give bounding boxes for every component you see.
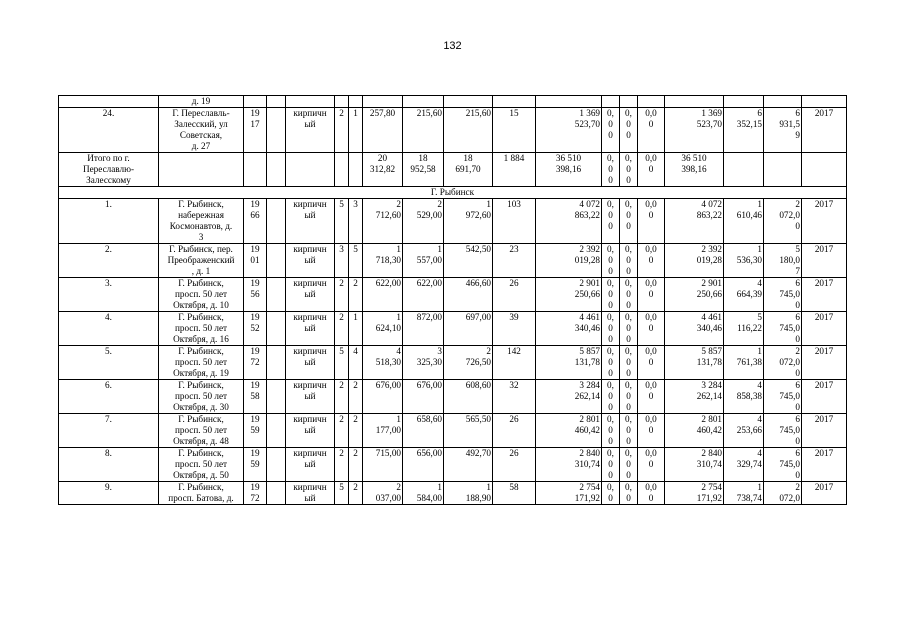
unit-limit-cell: 6 931,5 9 — [764, 108, 802, 153]
unit-cost-cell: 6 352,15 — [724, 108, 764, 153]
floors-cell: 2 — [335, 278, 349, 312]
entrances-cell: 1 — [349, 312, 363, 346]
fund-b-cell: 0, 0 0 — [620, 312, 638, 346]
area-residential-cell: 542,50 — [444, 244, 493, 278]
address-cell: д. 19 — [159, 96, 244, 108]
cost-total-cell: 1 369 523,70 — [536, 108, 602, 153]
cost-total-cell: 3 284 262,14 — [536, 380, 602, 414]
table-row — [59, 312, 847, 346]
year-built-cell: 19 72 — [244, 482, 267, 505]
fund-b-cell: 0, 0 0 — [620, 108, 638, 153]
year-built-cell: 19 58 — [244, 380, 267, 414]
plan-year-cell: 2017 — [802, 278, 847, 312]
cost-owners-cell: 36 510 398,16 — [665, 153, 724, 187]
table-row — [59, 278, 847, 312]
residents-cell: 23 — [493, 244, 536, 278]
table-row — [59, 244, 847, 278]
fund-a-cell: 0, 0 — [602, 482, 620, 505]
row-number-cell: 7. — [59, 414, 159, 448]
cost-owners-cell: 2 840 310,74 — [665, 448, 724, 482]
table-row — [59, 448, 847, 482]
table-row — [59, 414, 847, 448]
fund-c-cell: 0,0 0 — [638, 380, 665, 414]
area-living-cell: 2 529,00 — [403, 199, 444, 244]
cost-owners-cell: 4 072 863,22 — [665, 199, 724, 244]
cost-total-cell: 4 072 863,22 — [536, 199, 602, 244]
year-built-cell: 19 01 — [244, 244, 267, 278]
area-total-cell: 1 177,00 — [363, 414, 403, 448]
unit-limit-cell: 6 745,0 0 — [764, 312, 802, 346]
floors-cell: 2 — [335, 312, 349, 346]
area-living-cell: 658,60 — [403, 414, 444, 448]
row-number-cell: 4. — [59, 312, 159, 346]
area-total-cell: 20 312,82 — [363, 153, 403, 187]
year-built-cell: 19 56 — [244, 278, 267, 312]
residents-cell: 32 — [493, 380, 536, 414]
unit-limit-cell: 2 072,0 — [764, 482, 802, 505]
fund-c-cell: 0,0 0 — [638, 278, 665, 312]
address-cell: Г. Переславль- Залесский, ул Советская, д. 27 — [159, 108, 244, 153]
fund-c-cell: 0,0 0 — [638, 414, 665, 448]
area-residential-cell: 492,70 — [444, 448, 493, 482]
area-total-cell: 1 718,30 — [363, 244, 403, 278]
table-row-continuation — [59, 96, 847, 108]
plan-year-cell: 2017 — [802, 380, 847, 414]
area-total-cell: 4 518,30 — [363, 346, 403, 380]
plan-year-cell: 2017 — [802, 199, 847, 244]
cost-total-cell: 2 901 250,66 — [536, 278, 602, 312]
residents-cell: 142 — [493, 346, 536, 380]
area-residential-cell: 18 691,70 — [444, 153, 493, 187]
fund-c-cell: 0,0 0 — [638, 346, 665, 380]
area-living-cell: 1 557,00 — [403, 244, 444, 278]
unit-limit-cell: 2 072,0 0 — [764, 199, 802, 244]
fund-b-cell: 0, 0 0 — [620, 199, 638, 244]
floors-cell: 5 — [335, 346, 349, 380]
area-total-cell: 1 624,10 — [363, 312, 403, 346]
area-residential-cell: 1 188,90 — [444, 482, 493, 505]
fund-a-cell: 0, 0 0 — [602, 414, 620, 448]
cost-total-cell: 5 857 131,78 — [536, 346, 602, 380]
fund-c-cell: 0,0 0 — [638, 448, 665, 482]
plan-year-cell: 2017 — [802, 312, 847, 346]
unit-cost-cell: 1 761,38 — [724, 346, 764, 380]
entrances-cell: 2 — [349, 380, 363, 414]
fund-c-cell: 0,0 0 — [638, 312, 665, 346]
unit-limit-cell: 5 180,0 7 — [764, 244, 802, 278]
address-cell: Г. Рыбинск, просп. 50 лет Октября, д. 19 — [159, 346, 244, 380]
page-number: 132 — [443, 40, 462, 52]
cost-total-cell: 4 461 340,46 — [536, 312, 602, 346]
fund-b-cell: 0, 0 0 — [620, 278, 638, 312]
table-row — [59, 199, 847, 244]
area-total-cell: 2 037,00 — [363, 482, 403, 505]
row-number-cell: 9. — [59, 482, 159, 505]
fund-a-cell: 0, 0 0 — [602, 153, 620, 187]
address-cell: Г. Рыбинск, просп. 50 лет Октября, д. 48 — [159, 414, 244, 448]
area-total-cell: 2 712,60 — [363, 199, 403, 244]
unit-cost-cell: 1 610,46 — [724, 199, 764, 244]
area-total-cell: 622,00 — [363, 278, 403, 312]
fund-a-cell: 0, 0 0 — [602, 278, 620, 312]
residents-cell: 26 — [493, 448, 536, 482]
fund-c-cell: 0,0 0 — [638, 199, 665, 244]
unit-limit-cell: 6 745,0 0 — [764, 278, 802, 312]
cost-owners-cell: 1 369 523,70 — [665, 108, 724, 153]
unit-cost-cell: 1 536,30 — [724, 244, 764, 278]
unit-cost-cell: 5 116,22 — [724, 312, 764, 346]
area-living-cell: 3 325,30 — [403, 346, 444, 380]
area-residential-cell: 215,60 — [444, 108, 493, 153]
total-label-cell: Итого по г. Переславлю- Залесскому — [59, 153, 159, 187]
cost-total-cell: 2 840 310,74 — [536, 448, 602, 482]
section-header-row — [59, 187, 847, 199]
material-cell: кирпичн ый — [286, 448, 335, 482]
year-built-cell: 19 17 — [244, 108, 267, 153]
fund-b-cell: 0, 0 0 — [620, 244, 638, 278]
fund-a-cell: 0, 0 0 — [602, 380, 620, 414]
cost-owners-cell: 2 754 171,92 — [665, 482, 724, 505]
year-built-cell: 19 72 — [244, 346, 267, 380]
area-living-cell: 872,00 — [403, 312, 444, 346]
address-cell: Г. Рыбинск, пер. Преображенский , д. 1 — [159, 244, 244, 278]
area-living-cell: 656,00 — [403, 448, 444, 482]
entrances-cell: 2 — [349, 482, 363, 505]
section-title: Г. Рыбинск — [59, 187, 847, 199]
cost-owners-cell: 2 901 250,66 — [665, 278, 724, 312]
floors-cell: 2 — [335, 414, 349, 448]
area-living-cell: 215,60 — [403, 108, 444, 153]
cost-owners-cell: 2 801 460,42 — [665, 414, 724, 448]
unit-cost-cell: 1 738,74 — [724, 482, 764, 505]
plan-year-cell: 2017 — [802, 448, 847, 482]
row-number-cell: 8. — [59, 448, 159, 482]
fund-a-cell: 0, 0 0 — [602, 448, 620, 482]
area-total-cell: 676,00 — [363, 380, 403, 414]
residents-cell: 26 — [493, 278, 536, 312]
fund-b-cell: 0, 0 0 — [620, 448, 638, 482]
year-built-cell: 19 59 — [244, 414, 267, 448]
unit-limit-cell: 6 745,0 0 — [764, 448, 802, 482]
plan-year-cell: 2017 — [802, 346, 847, 380]
fund-a-cell: 0, 0 0 — [602, 108, 620, 153]
table-row — [59, 108, 847, 153]
unit-cost-cell: 4 858,38 — [724, 380, 764, 414]
area-total-cell: 715,00 — [363, 448, 403, 482]
row-number-cell: 2. — [59, 244, 159, 278]
cost-total-cell: 2 392 019,28 — [536, 244, 602, 278]
fund-b-cell: 0, 0 0 — [620, 414, 638, 448]
fund-c-cell: 0,0 0 — [638, 244, 665, 278]
entrances-cell: 3 — [349, 199, 363, 244]
year-built-cell: 19 66 — [244, 199, 267, 244]
fund-a-cell: 0, 0 0 — [602, 312, 620, 346]
cost-owners-cell: 3 284 262,14 — [665, 380, 724, 414]
address-cell: Г. Рыбинск, просп. 50 лет Октября, д. 16 — [159, 312, 244, 346]
floors-cell: 2 — [335, 448, 349, 482]
fund-a-cell: 0, 0 0 — [602, 244, 620, 278]
material-cell: кирпичн ый — [286, 482, 335, 505]
plan-year-cell: 2017 — [802, 108, 847, 153]
address-cell: Г. Рыбинск, набережная Космонавтов, д. 3 — [159, 199, 244, 244]
residents-cell: 1 884 — [493, 153, 536, 187]
fund-a-cell: 0, 0 0 — [602, 199, 620, 244]
cost-owners-cell: 2 392 019,28 — [665, 244, 724, 278]
floors-cell: 5 — [335, 482, 349, 505]
material-cell: кирпичн ый — [286, 380, 335, 414]
area-total-cell: 257,80 — [363, 108, 403, 153]
residents-cell: 103 — [493, 199, 536, 244]
unit-limit-cell: 2 072,0 0 — [764, 346, 802, 380]
unit-limit-cell: 6 745,0 0 — [764, 380, 802, 414]
entrances-cell: 1 — [349, 108, 363, 153]
table-row — [59, 380, 847, 414]
area-living-cell: 1 584,00 — [403, 482, 444, 505]
fund-b-cell: 0, 0 0 — [620, 346, 638, 380]
address-cell: Г. Рыбинск, просп. 50 лет Октября, д. 10 — [159, 278, 244, 312]
material-cell: кирпичн ый — [286, 346, 335, 380]
row-number-cell: 6. — [59, 380, 159, 414]
address-cell: Г. Рыбинск, просп. 50 лет Октября, д. 50 — [159, 448, 244, 482]
area-residential-cell: 1 972,60 — [444, 199, 493, 244]
entrances-cell: 2 — [349, 414, 363, 448]
plan-year-cell: 2017 — [802, 414, 847, 448]
row-number-cell: 3. — [59, 278, 159, 312]
residents-cell: 58 — [493, 482, 536, 505]
fund-c-cell: 0,0 0 — [638, 482, 665, 505]
entrances-cell: 4 — [349, 346, 363, 380]
residents-cell: 26 — [493, 414, 536, 448]
address-cell: Г. Рыбинск, просп. Батова, д. — [159, 482, 244, 505]
row-number-cell: 1. — [59, 199, 159, 244]
area-residential-cell: 2 726,50 — [444, 346, 493, 380]
area-residential-cell: 608,60 — [444, 380, 493, 414]
fund-c-cell: 0,0 0 — [638, 108, 665, 153]
unit-cost-cell: 4 664,39 — [724, 278, 764, 312]
year-built-cell: 19 59 — [244, 448, 267, 482]
row-number-cell: 5. — [59, 346, 159, 380]
fund-b-cell: 0, 0 0 — [620, 380, 638, 414]
entrances-cell: 2 — [349, 278, 363, 312]
cost-owners-cell: 4 461 340,46 — [665, 312, 724, 346]
area-living-cell: 622,00 — [403, 278, 444, 312]
address-cell: Г. Рыбинск, просп. 50 лет Октября, д. 30 — [159, 380, 244, 414]
residents-cell: 39 — [493, 312, 536, 346]
table-row — [59, 346, 847, 380]
floors-cell: 3 — [335, 244, 349, 278]
residents-cell: 15 — [493, 108, 536, 153]
entrances-cell: 5 — [349, 244, 363, 278]
area-residential-cell: 697,00 — [444, 312, 493, 346]
unit-cost-cell: 4 329,74 — [724, 448, 764, 482]
material-cell: кирпичн ый — [286, 199, 335, 244]
cost-total-cell: 2 754 171,92 — [536, 482, 602, 505]
area-living-cell: 676,00 — [403, 380, 444, 414]
fund-b-cell: 0, 0 0 — [620, 153, 638, 187]
floors-cell: 5 — [335, 199, 349, 244]
fund-a-cell: 0, 0 0 — [602, 346, 620, 380]
fund-c-cell: 0,0 0 — [638, 153, 665, 187]
unit-limit-cell: 6 745,0 0 — [764, 414, 802, 448]
row-number-cell: 24. — [59, 108, 159, 153]
cost-total-cell: 2 801 460,42 — [536, 414, 602, 448]
plan-year-cell: 2017 — [802, 244, 847, 278]
table-row — [59, 482, 847, 505]
area-living-cell: 18 952,58 — [403, 153, 444, 187]
year-built-cell: 19 52 — [244, 312, 267, 346]
cost-owners-cell: 5 857 131,78 — [665, 346, 724, 380]
entrances-cell: 2 — [349, 448, 363, 482]
unit-cost-cell: 4 253,66 — [724, 414, 764, 448]
material-cell: кирпичн ый — [286, 244, 335, 278]
floors-cell: 2 — [335, 108, 349, 153]
area-residential-cell: 565,50 — [444, 414, 493, 448]
cost-total-cell: 36 510 398,16 — [536, 153, 602, 187]
plan-year-cell: 2017 — [802, 482, 847, 505]
fund-b-cell: 0, 0 — [620, 482, 638, 505]
material-cell: кирпичн ый — [286, 414, 335, 448]
housing-register-table — [58, 95, 847, 505]
material-cell: кирпичн ый — [286, 278, 335, 312]
floors-cell: 2 — [335, 380, 349, 414]
material-cell: кирпичн ый — [286, 312, 335, 346]
area-residential-cell: 466,60 — [444, 278, 493, 312]
total-row — [59, 153, 847, 187]
material-cell: кирпичн ый — [286, 108, 335, 153]
